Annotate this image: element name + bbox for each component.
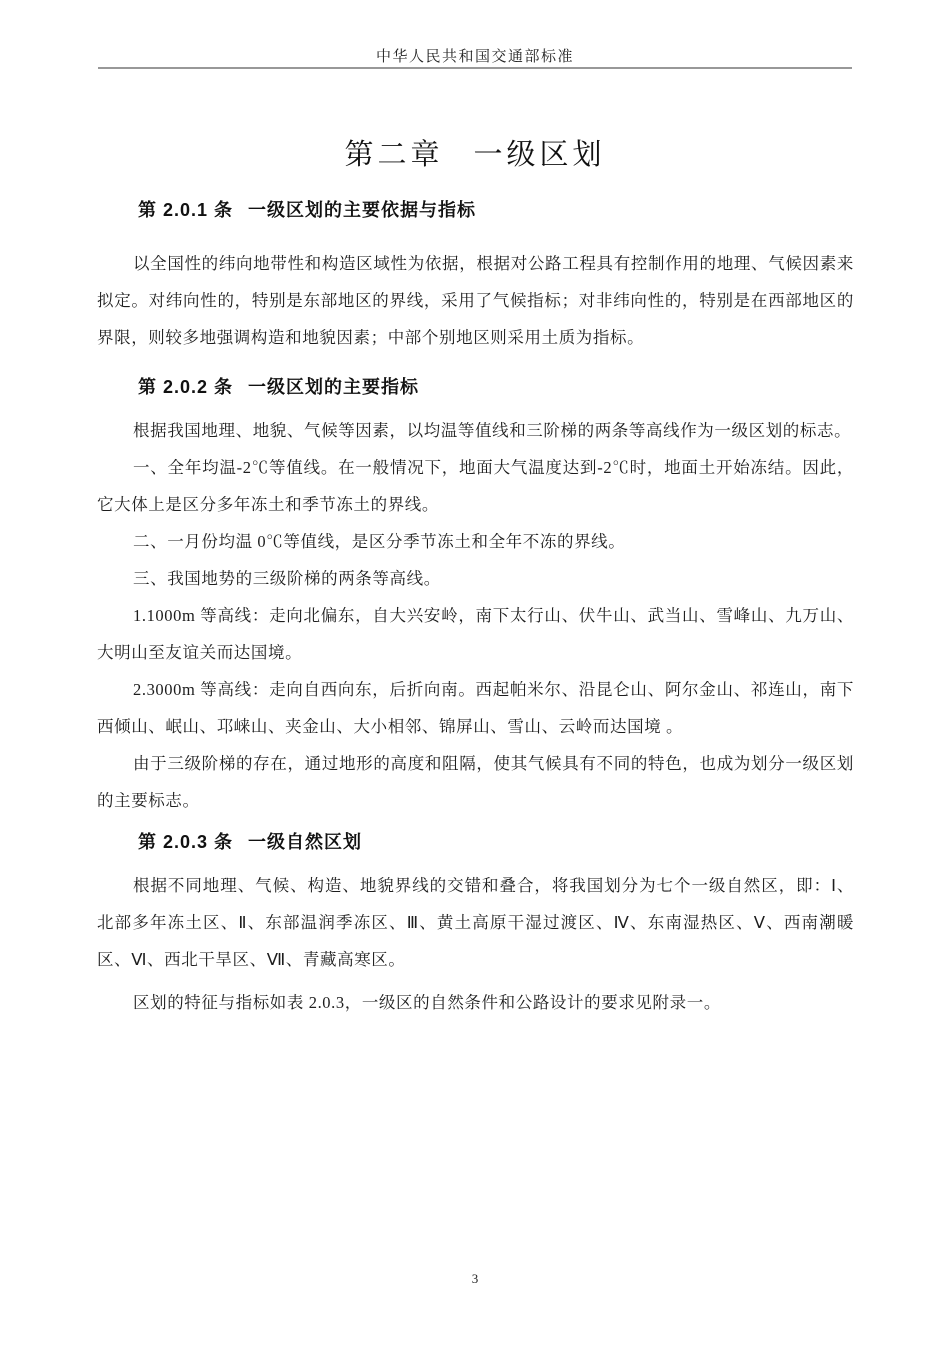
section-heading-number: 第 2.0.3 条 [138, 832, 234, 852]
paragraph: 1.1000m 等高线：走向北偏东，自大兴安岭，南下太行山、伏牛山、武当山、雪峰山、九万山、大明山至友谊关而达国境。 [97, 606, 854, 662]
paragraph: 区划的特征与指标如表 2.0.3，一级区的自然条件和公路设计的要求见附录一。 [133, 993, 721, 1012]
section-heading-title: 一级自然区划 [248, 832, 363, 852]
section-2-0-2 [97, 374, 854, 819]
section-heading-number: 第 2.0.1 条 [138, 200, 234, 220]
section-paragraphs [97, 867, 854, 1021]
paragraph: 由于三级阶梯的存在，通过地形的高度和阻隔，使其气候具有不同的特色，也成为划分一级区划的主要标志。 [97, 754, 854, 810]
section-heading-title: 一级区划的主要指标 [248, 377, 420, 397]
section-heading [138, 829, 854, 855]
paragraph: 以全国性的纬向地带性和构造区域性为依据，根据对公路工程具有控制作用的地理、气候因素来拟定。对纬向性的，特别是东部地区的界线，采用了气候指标；对非纬向性的，特别是在西部地区的界限，则较多地强调构造和地貌因素；中部个别地区则采用土质为指标。 [97, 254, 854, 347]
paragraph: 二、一月份均温 0℃等值线，是区分季节冻土和全年不冻的界线。 [133, 532, 626, 551]
chapter-name: 一级区划 [473, 139, 606, 171]
paragraph: 2.3000m 等高线：走向自西向东，后折向南。西起帕米尔、沿昆仑山、阿尔金山、祁连山，南下西倾山、岷山、邛崃山、夹金山、大小相邻、锦屏山、雪山、云岭而达国境 。 [97, 680, 854, 736]
paragraph: 三、我国地势的三级阶梯的两条等高线。 [133, 569, 441, 588]
paragraph: 根据不同地理、气候、构造、地貌界线的交错和叠合，将我国划分为七个一级自然区，即：Ⅰ、北部多年冻土区、Ⅱ、东部温润季冻区、Ⅲ、黄土高原干湿过渡区、Ⅳ、东南湿热区、Ⅴ、西南潮暖区、Ⅵ、西北干旱区、Ⅶ、青藏高寒区。 [97, 876, 854, 969]
section-heading-title: 一级区划的主要依据与指标 [248, 200, 477, 220]
page-header-title: 中华人民共和国交通部标准 [375, 49, 574, 65]
section-paragraphs [97, 245, 854, 356]
section-heading [138, 197, 854, 223]
chapter-title [0, 132, 950, 173]
section-heading-number: 第 2.0.2 条 [138, 377, 234, 397]
header-rule [98, 67, 852, 69]
document-body [97, 197, 854, 1021]
section-2-0-1 [97, 197, 854, 356]
section-2-0-3 [97, 829, 854, 1021]
paragraph: 一、全年均温-2℃等值线。在一般情况下，地面大气温度达到-2℃时，地面土开始冻结。因此，它大体上是区分多年冻土和季节冻土的界线。 [97, 458, 854, 514]
page-number: 3 [471, 1271, 479, 1286]
chapter-number: 第二章 [344, 139, 444, 171]
paragraph: 根据我国地理、地貌、气候等因素，以均温等值线和三阶梯的两条等高线作为一级区划的标志。 [133, 421, 852, 440]
section-heading [138, 374, 854, 400]
section-paragraphs [97, 412, 854, 819]
